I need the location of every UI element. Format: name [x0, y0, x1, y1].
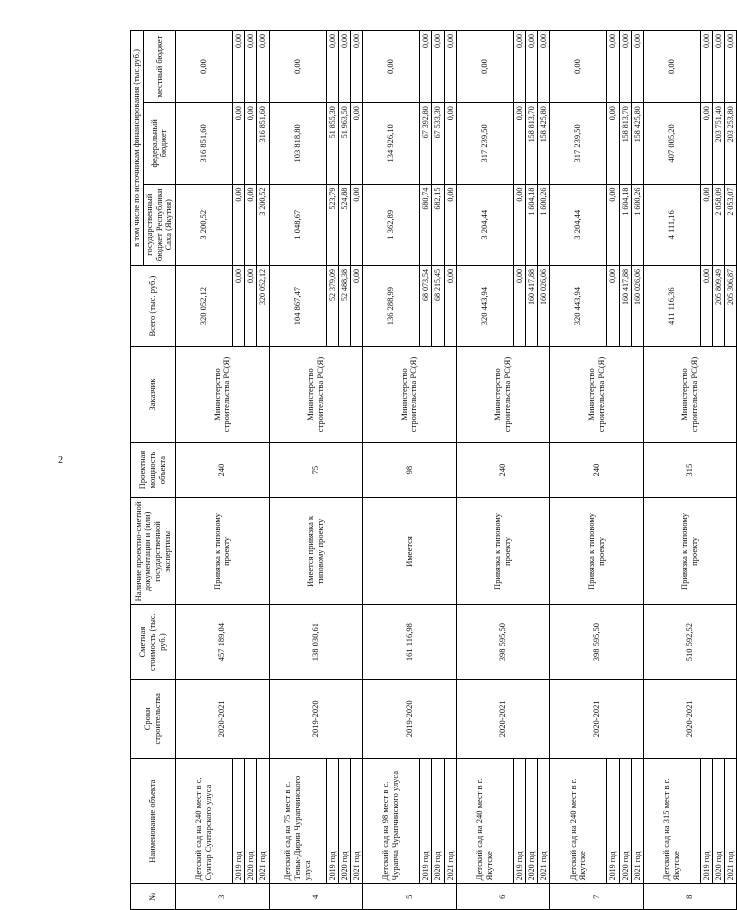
project-capacity: 240 — [550, 442, 644, 498]
year-total: 320 052,12 — [257, 265, 269, 346]
total-amount: 320 052,12 — [176, 265, 233, 346]
project-docs-status: Имеется — [363, 498, 457, 605]
year-total: 160 417,88 — [619, 265, 631, 346]
year-federal-budget: 0,00 — [607, 103, 619, 184]
federal-budget-amount: 316 851,60 — [176, 103, 233, 184]
state-budget-amount: 4 111,16 — [643, 184, 700, 265]
header-period: Сроки строительства — [131, 679, 176, 758]
year-local-budget: 0,00 — [245, 31, 257, 103]
year-state-budget: 3 200,52 — [257, 184, 269, 265]
year-state-budget: 1 604,18 — [619, 184, 631, 265]
year-state-budget: 680,74 — [420, 184, 432, 265]
year-federal-budget: 158 813,70 — [525, 103, 537, 184]
year-state-budget: 523,79 — [326, 184, 338, 265]
state-budget-amount: 1 048,67 — [269, 184, 326, 265]
construction-period: 2019-2020 — [363, 679, 457, 758]
year-total: 205 809,49 — [713, 265, 725, 346]
year-federal-budget: 0,00 — [233, 103, 245, 184]
object-name: Детский сад на 240 мест в с. Сунтар Сунтарского улуса — [176, 758, 233, 884]
year-federal-budget: 158 425,80 — [631, 103, 643, 184]
year-local-budget: 0,00 — [326, 31, 338, 103]
total-amount: 411 116,36 — [643, 265, 700, 346]
year-state-budget: 0,00 — [245, 184, 257, 265]
year-label: 2019 год — [607, 758, 619, 884]
year-local-budget: 0,00 — [444, 31, 456, 103]
year-federal-budget: 0,00 — [245, 103, 257, 184]
year-federal-budget: 203 751,40 — [713, 103, 725, 184]
header-cost: Сметная стоимость (тыс. руб.) — [131, 605, 176, 679]
year-state-budget: 682,15 — [432, 184, 444, 265]
year-label: 2019 год — [326, 758, 338, 884]
estimated-cost: 398 595,50 — [550, 605, 644, 679]
year-total: 0,00 — [245, 265, 257, 346]
project-capacity: 98 — [363, 442, 457, 498]
table-row — [269, 31, 326, 910]
year-total: 0,00 — [513, 265, 525, 346]
year-federal-budget: 203 253,80 — [725, 103, 737, 184]
year-federal-budget: 67 533,30 — [432, 103, 444, 184]
table-row — [456, 31, 513, 910]
year-label: 2021 год — [351, 758, 363, 884]
customer: Министерство строительства РС(Я) — [269, 347, 363, 442]
project-capacity: 75 — [269, 442, 363, 498]
header-total: Всего (тыс. руб.) — [131, 265, 176, 346]
page-number: 2 — [58, 455, 63, 466]
year-federal-budget: 0,00 — [351, 103, 363, 184]
object-number: 8 — [643, 884, 737, 910]
object-financing-table — [130, 30, 737, 910]
year-label: 2021 год — [631, 758, 643, 884]
year-local-budget: 0,00 — [619, 31, 631, 103]
object-name: Детский сад на 240 мест в г. Якутске — [550, 758, 607, 884]
header-state-budget: государственный бюджет Республики Саха (Якутия) — [143, 184, 175, 265]
project-docs-status: Привязка к типовому проекту — [176, 498, 270, 605]
year-total: 0,00 — [351, 265, 363, 346]
local-budget-amount: 0,00 — [176, 31, 233, 103]
local-budget-amount: 0,00 — [643, 31, 700, 103]
year-label: 2019 год — [513, 758, 525, 884]
year-local-budget: 0,00 — [631, 31, 643, 103]
federal-budget-amount: 134 926,10 — [363, 103, 420, 184]
year-total: 0,00 — [233, 265, 245, 346]
year-federal-budget: 51 855,30 — [326, 103, 338, 184]
customer: Министерство строительства РС(Я) — [643, 347, 737, 442]
construction-period: 2020-2021 — [643, 679, 737, 758]
year-label: 2020 год — [432, 758, 444, 884]
object-name: Детский сад на 75 мест в с. Теньк-Дирин Чурапчинского улуса — [269, 758, 326, 884]
year-local-budget: 0,00 — [725, 31, 737, 103]
estimated-cost: 161 116,98 — [363, 605, 457, 679]
table-row — [363, 31, 420, 910]
year-state-budget: 1 604,18 — [525, 184, 537, 265]
year-local-budget: 0,00 — [233, 31, 245, 103]
object-name: Детский сад на 315 мест в г. Якутске — [643, 758, 700, 884]
header-docs: Наличие проектно-сметной документации и (или) государственной экспертизы — [131, 498, 176, 605]
year-state-budget: 524,88 — [338, 184, 350, 265]
year-label: 2020 год — [245, 758, 257, 884]
project-docs-status: Привязка к типовому проекту — [550, 498, 644, 605]
year-federal-budget: 158 425,80 — [538, 103, 550, 184]
project-capacity: 315 — [643, 442, 737, 498]
year-total: 0,00 — [444, 265, 456, 346]
project-capacity: 240 — [176, 442, 270, 498]
construction-period: 2019-2020 — [269, 679, 363, 758]
local-budget-amount: 0,00 — [550, 31, 607, 103]
customer: Министерство строительства РС(Я) — [363, 347, 457, 442]
year-label: 2020 год — [525, 758, 537, 884]
federal-budget-amount: 103 818,80 — [269, 103, 326, 184]
federal-budget-amount: 407 005,20 — [643, 103, 700, 184]
object-number: 7 — [550, 884, 644, 910]
year-local-budget: 0,00 — [513, 31, 525, 103]
year-total: 205 306,87 — [725, 265, 737, 346]
year-total: 160 026,06 — [631, 265, 643, 346]
year-state-budget: 0,00 — [233, 184, 245, 265]
year-total: 160 026,06 — [538, 265, 550, 346]
year-total: 52 488,38 — [338, 265, 350, 346]
object-number: 3 — [176, 884, 270, 910]
table-row — [550, 31, 607, 910]
year-state-budget: 0,00 — [444, 184, 456, 265]
year-local-budget: 0,00 — [338, 31, 350, 103]
table-row — [176, 31, 233, 910]
year-federal-budget: 0,00 — [700, 103, 712, 184]
year-state-budget: 0,00 — [700, 184, 712, 265]
year-local-budget: 0,00 — [700, 31, 712, 103]
construction-period: 2020-2021 — [550, 679, 644, 758]
header-local-budget: местный бюджет — [143, 31, 175, 103]
project-docs-status: Привязка к типовому проекту — [456, 498, 550, 605]
total-amount: 320 443,94 — [550, 265, 607, 346]
construction-period: 2020-2021 — [456, 679, 550, 758]
customer: Министерство строительства РС(Я) — [456, 347, 550, 442]
header-customer: Заказчик — [131, 347, 176, 442]
year-total: 68 073,54 — [420, 265, 432, 346]
year-total: 160 417,88 — [525, 265, 537, 346]
total-amount: 320 443,94 — [456, 265, 513, 346]
year-federal-budget: 0,00 — [513, 103, 525, 184]
year-total: 0,00 — [607, 265, 619, 346]
state-budget-amount: 1 362,89 — [363, 184, 420, 265]
object-number: 4 — [269, 884, 363, 910]
year-state-budget: 2 058,09 — [713, 184, 725, 265]
year-label: 2019 год — [700, 758, 712, 884]
year-local-budget: 0,00 — [432, 31, 444, 103]
year-label: 2019 год — [233, 758, 245, 884]
year-label: 2021 год — [538, 758, 550, 884]
year-label: 2021 год — [257, 758, 269, 884]
header-capacity: Проектная мощность объекта — [131, 442, 176, 498]
year-total: 0,00 — [700, 265, 712, 346]
year-state-budget: 2 053,07 — [725, 184, 737, 265]
federal-budget-amount: 317 239,50 — [456, 103, 513, 184]
year-local-budget: 0,00 — [525, 31, 537, 103]
construction-period: 2020-2021 — [176, 679, 270, 758]
project-docs-status: Имеется привязка к типовому проекту — [269, 498, 363, 605]
year-state-budget: 0,00 — [513, 184, 525, 265]
estimated-cost: 510 592,52 — [643, 605, 737, 679]
year-total: 68 215,45 — [432, 265, 444, 346]
year-state-budget: 1 600,26 — [538, 184, 550, 265]
year-label: 2020 год — [619, 758, 631, 884]
estimated-cost: 457 189,04 — [176, 605, 270, 679]
year-label: 2020 год — [713, 758, 725, 884]
year-label: 2020 год — [338, 758, 350, 884]
header-sources: в том числе по источникам финансирования (тыс.руб.) — [131, 31, 144, 266]
federal-budget-amount: 317 239,50 — [550, 103, 607, 184]
year-federal-budget: 158 813,70 — [619, 103, 631, 184]
year-local-budget: 0,00 — [713, 31, 725, 103]
project-capacity: 240 — [456, 442, 550, 498]
object-name: Детский сад на 98 мест в с. Чурапча Чурапчинского улуса — [363, 758, 420, 884]
year-state-budget: 1 600,26 — [631, 184, 643, 265]
local-budget-amount: 0,00 — [269, 31, 326, 103]
year-label: 2021 год — [444, 758, 456, 884]
year-local-budget: 0,00 — [538, 31, 550, 103]
state-budget-amount: 3 200,52 — [176, 184, 233, 265]
state-budget-amount: 3 204,44 — [456, 184, 513, 265]
total-amount: 104 867,47 — [269, 265, 326, 346]
year-local-budget: 0,00 — [257, 31, 269, 103]
local-budget-amount: 0,00 — [456, 31, 513, 103]
year-federal-budget: 0,00 — [444, 103, 456, 184]
year-local-budget: 0,00 — [607, 31, 619, 103]
year-federal-budget: 316 851,60 — [257, 103, 269, 184]
estimated-cost: 138 030,61 — [269, 605, 363, 679]
project-docs-status: Привязка к типовому проекту — [643, 498, 737, 605]
year-label: 2021 год — [725, 758, 737, 884]
total-amount: 136 288,99 — [363, 265, 420, 346]
customer: Министерство строительства РС(Я) — [176, 347, 270, 442]
object-number: 6 — [456, 884, 550, 910]
year-local-budget: 0,00 — [351, 31, 363, 103]
customer: Министерство строительства РС(Я) — [550, 347, 644, 442]
year-state-budget: 0,00 — [607, 184, 619, 265]
local-budget-amount: 0,00 — [363, 31, 420, 103]
year-local-budget: 0,00 — [420, 31, 432, 103]
header-federal-budget: федеральный бюджет — [143, 103, 175, 184]
estimated-cost: 398 595,50 — [456, 605, 550, 679]
year-label: 2019 год — [420, 758, 432, 884]
header-num: № — [131, 884, 176, 910]
state-budget-amount: 3 204,44 — [550, 184, 607, 265]
table-row — [643, 31, 700, 910]
year-federal-budget: 51 963,50 — [338, 103, 350, 184]
object-name: Детский сад на 240 мест в г. Якутске — [456, 758, 513, 884]
object-number: 5 — [363, 884, 457, 910]
header-name: Наименование объекта — [131, 758, 176, 884]
year-federal-budget: 67 392,80 — [420, 103, 432, 184]
table-body — [176, 31, 737, 910]
year-state-budget: 0,00 — [351, 184, 363, 265]
year-total: 52 379,09 — [326, 265, 338, 346]
